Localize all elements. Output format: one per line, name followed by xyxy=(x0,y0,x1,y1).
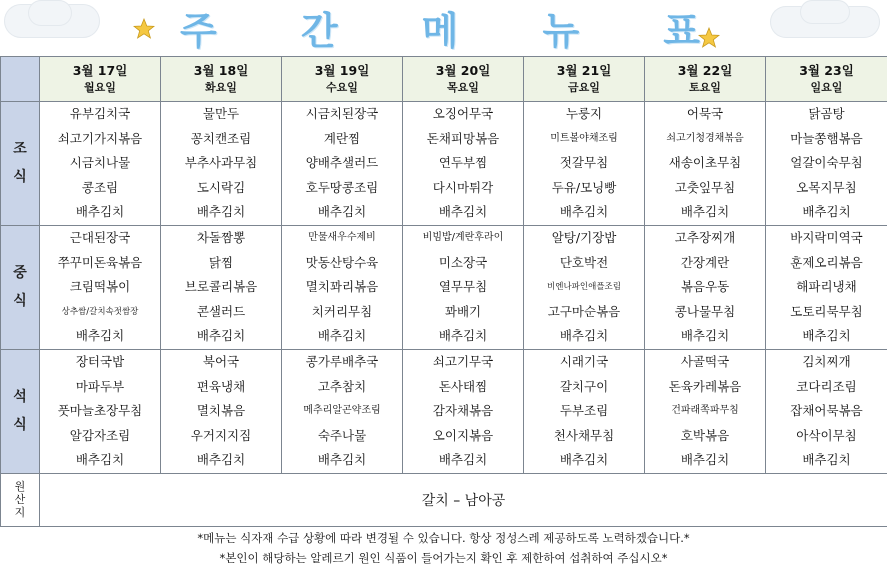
day-header xyxy=(403,57,524,102)
menu-cell: 오징어무국 돈채피망볶음 연두부찜 다시마튀각 배추김치 xyxy=(403,102,524,226)
page-title xyxy=(180,2,700,52)
header xyxy=(0,0,887,56)
meal-label: 석 식 xyxy=(1,349,40,473)
day-weekday: 수요일 xyxy=(326,81,358,94)
corner-cell xyxy=(1,57,40,102)
day-header xyxy=(40,57,161,102)
menu-cell: 바지락미역국 훈제오리볶음 해파리냉채 도토리묵무침 배추김치 xyxy=(766,225,887,349)
menu-cell: 어묵국 쇠고기청경채볶음 새송이초무침 고춧잎무침 배추김치 xyxy=(645,102,766,226)
day-header-row xyxy=(1,57,887,102)
day-header xyxy=(524,57,645,102)
title-char: 메 xyxy=(421,8,459,53)
origin-value: 갈치 – 남아공 xyxy=(40,473,887,526)
origin-row xyxy=(1,473,887,526)
day-date: 3월 17일 xyxy=(72,63,128,78)
day-date: 3월 18일 xyxy=(193,63,249,78)
day-date: 3월 22일 xyxy=(677,63,733,78)
title-char: 뉴 xyxy=(542,8,580,53)
day-weekday: 일요일 xyxy=(810,81,843,94)
day-header xyxy=(161,57,282,102)
menu-cell: 콩가루배추국 고추참치 메추리알곤약조림 숙주나물 배추김치 xyxy=(282,349,403,473)
menu-table xyxy=(0,56,887,527)
day-date: 3월 20일 xyxy=(435,63,491,78)
day-weekday: 화요일 xyxy=(205,81,237,94)
menu-cell: 고추장찌개 간장계란 볶음우동 콩나물무침 배추김치 xyxy=(645,225,766,349)
meal-label: 조 식 xyxy=(1,102,40,226)
menu-cell: 유부김치국 쇠고기가지볶음 시금치나물 콩조림 배추김치 xyxy=(40,102,161,226)
day-date: 3월 19일 xyxy=(314,63,370,78)
day-date: 3월 23일 xyxy=(799,63,854,78)
day-weekday: 목요일 xyxy=(447,81,479,94)
menu-cell: 북어국 편육냉채 멸치볶음 우거지지짐 배추김치 xyxy=(161,349,282,473)
meal-row-dinner xyxy=(1,349,887,473)
menu-cell: 쇠고기무국 돈사태찜 감자채볶음 오이지볶음 배추김치 xyxy=(403,349,524,473)
menu-cell: 사골떡국 돈육카레볶음 건파래쪽파무침 호박볶음 배추김치 xyxy=(645,349,766,473)
title-char: 표 xyxy=(663,8,700,53)
menu-cell: 김치찌개 코다리조림 잡채어묵볶음 아삭이무침 배추김치 xyxy=(766,349,887,473)
meal-row-lunch xyxy=(1,225,887,349)
menu-cell: 닭곰탕 마늘쫑햄볶음 얼갈이숙무침 오목지무침 배추김치 xyxy=(766,102,887,226)
menu-cell: 근대된장국 쭈꾸미돈육볶음 크림떡볶이 상추쌈/갈치속젓쌈장 배추김치 xyxy=(40,225,161,349)
menu-cell: 만물새우수제비 맛동산탕수육 멸치꽈리볶음 치커리무침 배추김치 xyxy=(282,225,403,349)
day-weekday: 토요일 xyxy=(689,81,721,94)
cloud-left-bump-icon xyxy=(28,0,72,26)
origin-label: 원 산 지 xyxy=(1,473,40,526)
day-weekday: 금요일 xyxy=(568,81,600,94)
menu-cell: 차돌짬뽕 닭찜 브로콜리볶음 콘샐러드 배추김치 xyxy=(161,225,282,349)
title-char: 주 xyxy=(180,8,217,53)
star-icon-left xyxy=(133,18,155,40)
menu-cell: 물만두 꽁치캔조림 부추사과무침 도시락김 배추김치 xyxy=(161,102,282,226)
menu-cell: 알탕/기장밥 단호박전 비엔나파인애플조림 고구마순볶음 배추김치 xyxy=(524,225,645,349)
menu-cell: 누룽지 미트볼야채조림 젓갈무침 두유/모닝빵 배추김치 xyxy=(524,102,645,226)
meal-label: 중 식 xyxy=(1,225,40,349)
day-header xyxy=(645,57,766,102)
notice-menu-change: *메뉴는 식자재 수급 상황에 따라 변경될 수 있습니다. 항상 정성스레 제공하도록 노력하겠습니다.* xyxy=(197,531,690,545)
day-header xyxy=(282,57,403,102)
meal-row-breakfast xyxy=(1,102,887,226)
cloud-right-bump-icon xyxy=(800,0,850,24)
day-weekday: 월요일 xyxy=(84,81,116,94)
day-date: 3월 21일 xyxy=(556,63,612,78)
menu-cell: 비빔밥/계란후라이 미소장국 열무무침 꽈배기 배추김치 xyxy=(403,225,524,349)
star-icon-right xyxy=(698,27,720,49)
notice-allergy: *본인이 해당하는 알레르기 원인 식품이 들어가는지 확인 후 제한하여 섭취하여 주십시오* xyxy=(219,551,668,565)
day-header xyxy=(766,57,887,102)
menu-cell: 장터국밥 마파두부 풋마늘초장무침 알감자조림 배추김치 xyxy=(40,349,161,473)
menu-cell: 시래기국 갈치구이 두부조림 천사채무침 배추김치 xyxy=(524,349,645,473)
title-char: 간 xyxy=(300,8,338,53)
menu-cell: 시금치된장국 계란찜 양배추샐러드 호두땅콩조림 배추김치 xyxy=(282,102,403,226)
